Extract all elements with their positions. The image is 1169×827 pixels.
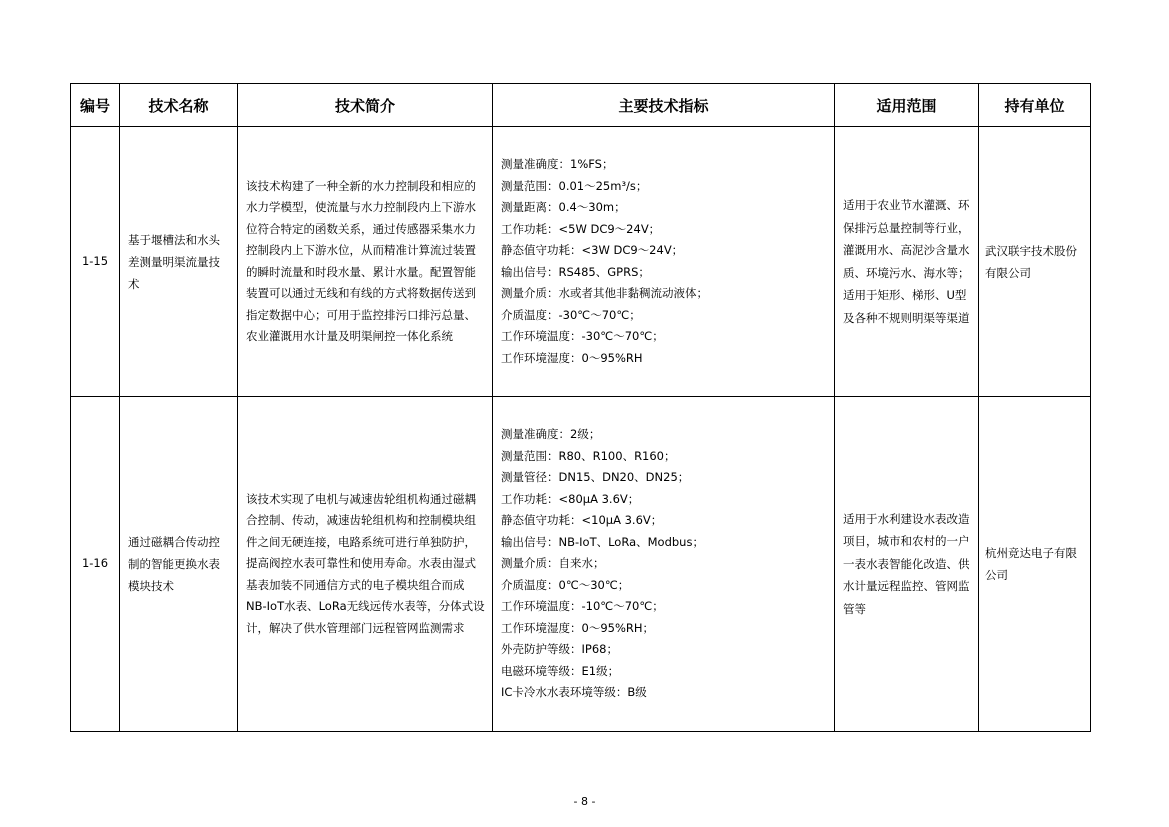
spec-line: 介质温度：-30℃～70℃； [501, 307, 641, 322]
spec-line: 测量介质：自来水； [501, 556, 605, 571]
spec-line: 测量距离：0.4～30m； [501, 200, 626, 214]
cell-spec [493, 127, 835, 397]
spec-line: 介质温度：0℃～30℃； [501, 577, 630, 592]
spec-line: 测量管径：DN15、DN20、DN25； [501, 470, 690, 485]
header-org: 持有单位 [979, 84, 1091, 127]
spec-line: 测量准确度：1%FS； [501, 157, 614, 171]
spec-line: 静态值守功耗：<3W DC9～24V； [501, 243, 684, 257]
cell-desc: 该技术实现了电机与减速齿轮组机构通过磁耦合控制、传动，减速齿轮组机构和控制模块组件之间无硬连接，电路系统可进行单独防护，提高阀控水表可靠性和使用寿命。水表由湿式基表加装不同通信方式的电子模块组合而成NB-IoT水表、LoRa无线远传水表等，分体式设计，解决了供水管理部门远程管网监测需求 [238, 397, 493, 732]
spec-line: 外壳防护等级：IP68； [501, 642, 618, 657]
spec-line: 工作功耗：<5W DC9～24V； [501, 221, 661, 236]
cell-name: 基于堰槽法和水头差测量明渠流量技术 [120, 127, 238, 397]
spec-line: 输出信号：RS485、GPRS； [501, 264, 650, 279]
cell-scope: 适用于水利建设水表改造项目，城市和农村的一户一表水表智能化改造、供水计量远程监控、管网监管等 [835, 397, 979, 732]
spec-line: 静态值守功耗：<10μA 3.6V； [501, 513, 663, 528]
spec-line: 工作环境湿度：0～95%RH； [501, 620, 655, 635]
spec-line: 输出信号：NB-IoT、LoRa、Modbus； [501, 534, 704, 549]
spec-line: 电磁环境等级：E1级； [501, 663, 620, 678]
header-name: 技术名称 [120, 84, 238, 127]
spec-line: IC卡冷水水表环境等级：B级 [501, 685, 647, 700]
cell-scope: 适用于农业节水灌溉、环保排污总量控制等行业，灌溉用水、高泥沙含量水质、环境污水、海水等；适用于矩形、梯形、U型及各种不规则明渠等渠道 [835, 127, 979, 397]
header-desc: 技术简介 [238, 84, 493, 127]
spec-line: 测量准确度：2级； [501, 427, 601, 442]
table-row [71, 397, 1091, 732]
spec-line: 测量范围：R80、R100、R160； [501, 448, 676, 463]
table-header-row [71, 84, 1091, 127]
header-no: 编号 [71, 84, 120, 127]
page-number: - 8 - [573, 795, 596, 808]
spec-line: 工作环境湿度：0～95%RH [501, 350, 643, 365]
cell-no: 1-15 [71, 127, 120, 397]
cell-desc: 该技术构建了一种全新的水力控制段和相应的水力学模型，使流量与水力控制段内上下游水位符合特定的函数关系，通过传感器采集水力控制段内上下游水位，从而精准计算流过装置的瞬时流量和时段水量、累计水量。配置智能装置可以通过无线和有线的方式将数据传送到指定数据中心；可用于监控排污口排污总量、农业灌溉用水计量及明渠闸控一体化系统 [238, 127, 493, 397]
technology-table [70, 83, 1091, 732]
spec-line: 工作环境温度：-30℃～70℃； [501, 329, 664, 343]
cell-name: 通过磁耦合传动控制的智能更换水表模块技术 [120, 397, 238, 732]
header-scope: 适用范围 [835, 84, 979, 127]
cell-org: 武汉联宇技术股份有限公司 [979, 127, 1091, 397]
spec-line: 测量介质：水或者其他非黏稠流动液体； [501, 286, 708, 300]
cell-spec [493, 397, 835, 732]
spec-line: 工作环境温度：-10℃～70℃； [501, 599, 664, 614]
table-row [71, 127, 1091, 397]
cell-no: 1-16 [71, 397, 120, 732]
header-spec: 主要技术指标 [493, 84, 835, 127]
spec-line: 工作功耗：<80μA 3.6V； [501, 491, 640, 506]
spec-line: 测量范围：0.01～25m³/s； [501, 178, 648, 193]
cell-org: 杭州竞达电子有限公司 [979, 397, 1091, 732]
